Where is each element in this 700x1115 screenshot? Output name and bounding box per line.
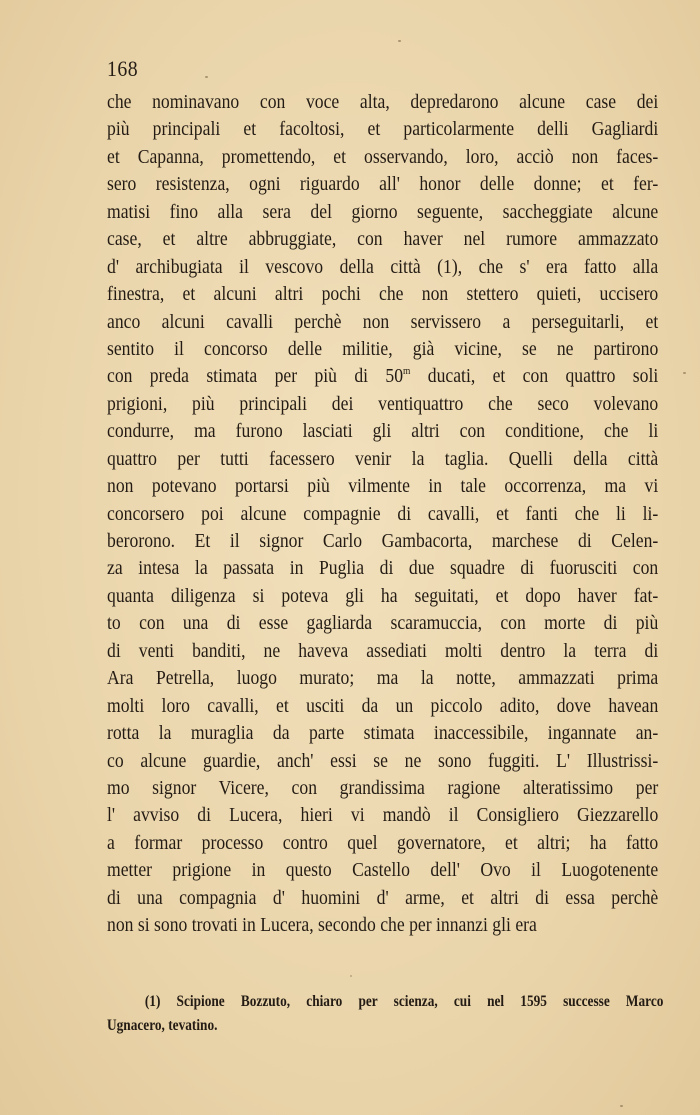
text-line: non si sono trovati in Lucera, secondo che per innanzi gli era (107, 914, 537, 937)
text-line: matisi fino alla sera del giorno seguente, saccheggiate alcune (107, 200, 659, 223)
text-line: metter prigione in questo Castello dell' Ovo il Luogotenente (107, 859, 659, 882)
text-line: berorono. Et il signor Carlo Gambacorta, marchese di Celen- (107, 530, 659, 552)
text-line: et Capanna, promettendo, et osservando, loro, acciò non faces- (107, 145, 659, 168)
text-line: di una compagnia d' huomini d' arme, et altri di essa perchè (107, 886, 659, 909)
page-number: 168 (107, 56, 139, 81)
text-line: che nominavano con voce alta, depredarono alcune case dei (107, 91, 659, 113)
text-line: l' avviso di Lucera, hieri vi mandò il Consigliero Giezzarello (107, 804, 659, 827)
body-text (107, 89, 659, 940)
paper-speck (683, 372, 686, 374)
text-line: to con una di esse gagliarda scaramuccia, con morte di più (107, 612, 659, 635)
text-line: più principali et facoltosi, et particolarmente delli Gagliardi (107, 118, 659, 141)
text-line: finestra, et alcuni altri pochi che non stettero quieti, uccisero (107, 283, 659, 306)
text-line: sentito il concorso delle militie, già vicine, se ne partirono (107, 337, 659, 360)
footnote-line: Ugnacero, tevatino. (107, 1017, 218, 1034)
text-line: non potevano portarsi più vilmente in tale occorrenza, ma vi (107, 475, 659, 498)
text-line: za intesa la passata in Puglia di due squadre di fuorusciti con (107, 557, 659, 580)
paper-speck (398, 40, 401, 42)
text-line: d' archibugiata il vescovo della città (1), che s' era fatto alla (107, 255, 659, 278)
text-line: di venti banditi, ne haveva assediati molti dentro la terra di (107, 639, 659, 662)
text-line: sero resistenza, ogni riguardo all' honor delle donne; et fer- (107, 173, 659, 196)
text-line: mo signor Vicere, con grandissima ragione alteratissimo per (107, 776, 659, 799)
footnote (107, 990, 667, 1038)
text-line: case, et altre abbruggiate, con haver nel rumore ammazzato (107, 228, 659, 251)
superscript-m: m (403, 365, 411, 378)
text-line: co alcune guardie, anch' essi se ne sono fuggiti. L' Illustrissi- (107, 749, 659, 772)
paper-speck (205, 76, 208, 78)
text-line: concorsero poi alcune compagnie di cavalli, et fanti che li li- (107, 502, 659, 525)
text-line: rotta la muraglia da parte stimata inaccessibile, ingannate an- (107, 722, 659, 745)
text-line: prigioni, più principali dei ventiquattro che seco volevano (107, 392, 659, 415)
text-line: molti loro cavalli, et usciti da un piccolo adito, dove havean (107, 694, 659, 717)
text-line: quanta diligenza si poteva gli ha seguitati, et dopo haver fat- (107, 584, 659, 607)
text-line-head: con preda stimata per più di 50 (107, 365, 404, 388)
paper-speck (620, 1105, 623, 1107)
text-line: a formar processo contro quel governatore, et altri; ha fatto (107, 831, 659, 854)
text-line: condurre, ma furono lasciati gli altri con conditione, che li (107, 420, 659, 443)
text-line-tail: ducati, et con quattro soli (410, 365, 659, 388)
text-line: anco alcuni cavalli perchè non servissero a perseguitarli, et (107, 310, 659, 333)
separator-dot (350, 975, 352, 977)
text-line-with-superscript (107, 363, 658, 390)
footnote-line: (1) Scipione Bozzuto, chiaro per scienza, cui nel 1595 successe Marco (144, 993, 664, 1010)
text-line: Ara Petrella, luogo murato; ma la notte, ammazzati prima (107, 667, 659, 690)
text-line: quattro per tutti facessero venir la taglia. Quelli della città (107, 447, 659, 470)
